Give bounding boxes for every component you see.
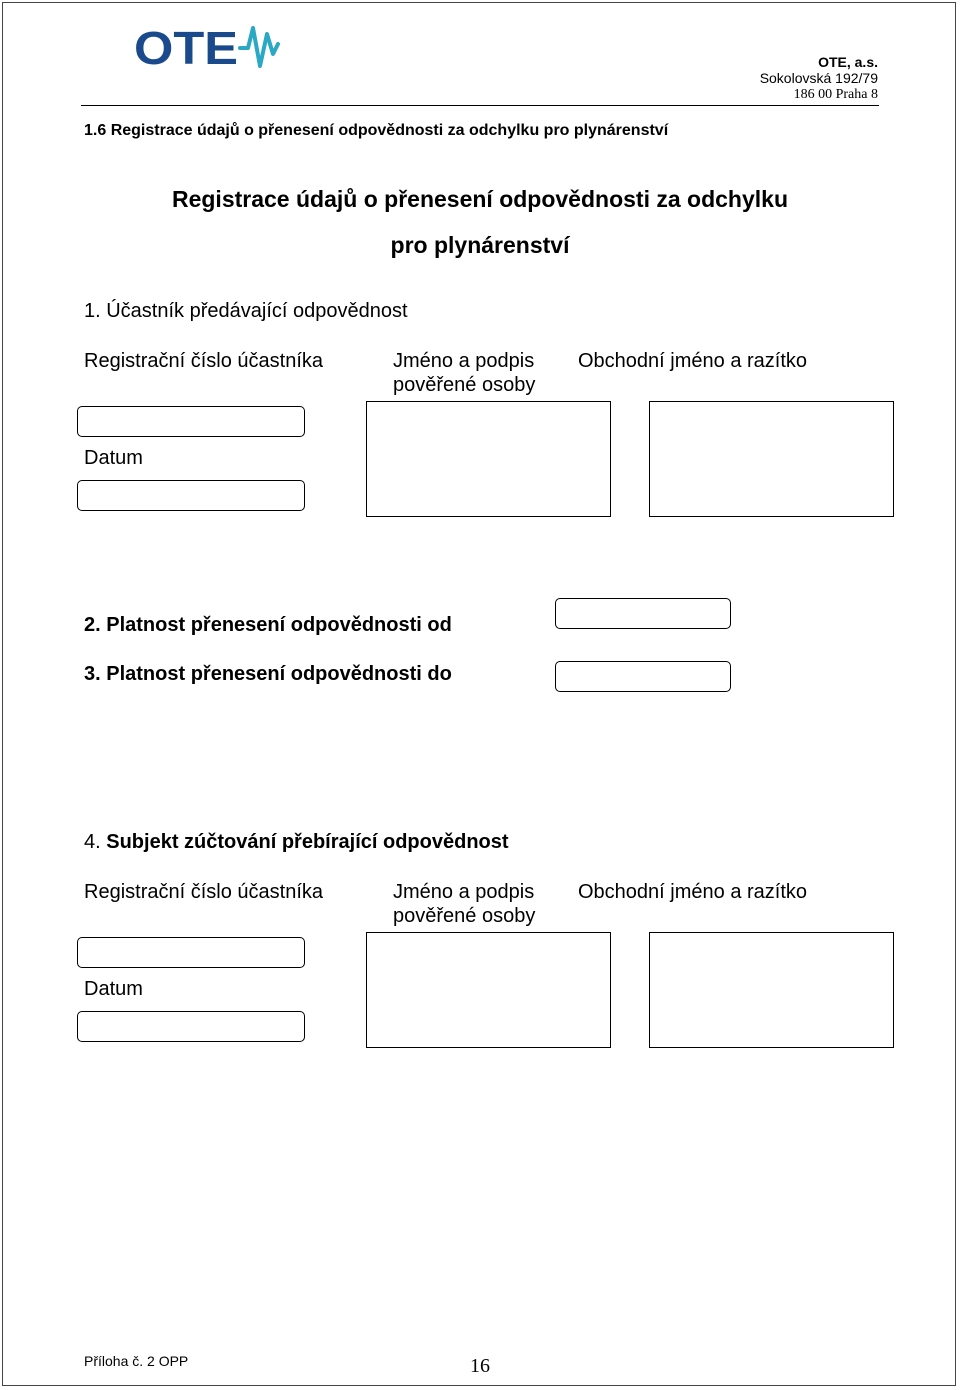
valid-to-field[interactable]	[555, 661, 731, 692]
header-divider	[81, 105, 879, 106]
company-name: OTE, a.s.	[818, 54, 878, 70]
part4-heading-number: 4.	[84, 831, 107, 853]
page-number: 16	[470, 1355, 490, 1377]
part4-date-field[interactable]	[77, 1011, 305, 1042]
part4-reg-number-field[interactable]	[77, 937, 305, 968]
part1-signature-box[interactable]	[366, 401, 611, 517]
company-city: 186 00 Praha 8	[793, 87, 878, 102]
part1-name-label-line1: Jméno a podpis	[393, 350, 535, 372]
part1-name-label-line2: pověřené osoby	[393, 374, 536, 396]
company-address	[760, 54, 878, 103]
section-heading: 1.6 Registrace údajů o přenesení odpovědnosti za odchylku pro plynárenství	[84, 122, 669, 139]
part4-trade-label: Obchodní jméno a razítko	[578, 881, 808, 903]
part4-heading	[84, 831, 509, 854]
part1-heading: 1. Účastník předávající odpovědnost	[84, 300, 408, 322]
part1-reg-number-field[interactable]	[77, 406, 305, 437]
part4-name-label-line1: Jméno a podpis	[393, 881, 535, 903]
part1-date-field[interactable]	[77, 480, 305, 511]
part4-reg-label: Registrační číslo účastníka	[84, 881, 323, 903]
valid-from-field[interactable]	[555, 598, 731, 629]
part1-trade-label: Obchodní jméno a razítko	[578, 350, 808, 372]
valid-to-label: 3. Platnost přenesení odpovědnosti do	[84, 663, 452, 685]
part4-heading-text: Subjekt zúčtování přebírající odpovědnost	[106, 831, 509, 853]
ote-logo	[134, 20, 284, 70]
part4-signature-box[interactable]	[366, 932, 611, 1048]
part1-reg-label: Registrační číslo účastníka	[84, 350, 323, 372]
footer-appendix: Příloha č. 2 OPP	[84, 1353, 189, 1369]
valid-from-label: 2. Platnost přenesení odpovědnosti od	[84, 614, 452, 636]
part4-stamp-box[interactable]	[649, 932, 894, 1048]
part4-name-label-line2: pověřené osoby	[393, 905, 536, 927]
company-street: Sokolovská 192/79	[759, 70, 878, 86]
part1-date-label: Datum	[84, 447, 143, 469]
part1-stamp-box[interactable]	[649, 401, 894, 517]
form-title-line2: pro plynárenství	[390, 232, 570, 258]
logo-text: OTE	[134, 22, 238, 70]
form-title-line1: Registrace údajů o přenesení odpovědnosti za odchylku	[171, 186, 788, 212]
waveform-icon	[240, 28, 278, 66]
part4-date-label: Datum	[84, 978, 143, 1000]
